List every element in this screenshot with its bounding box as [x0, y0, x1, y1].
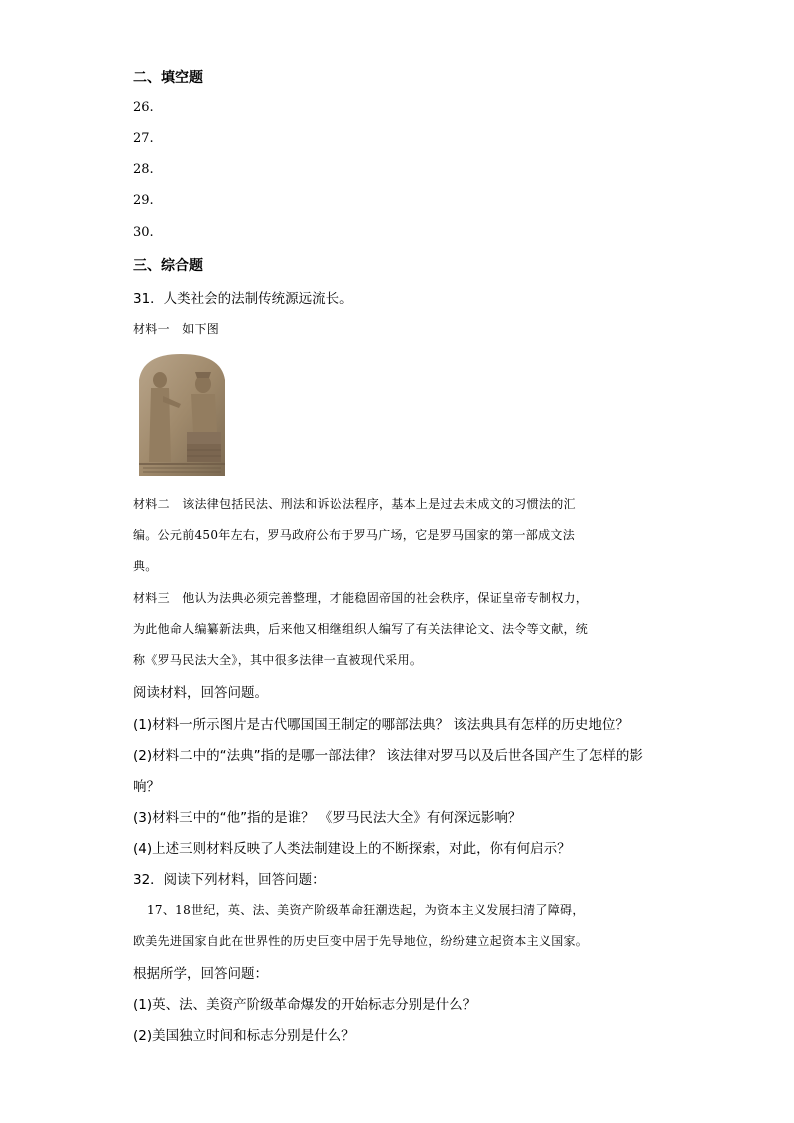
question-31-stem: 31．人类社会的法制传统源远流长。: [133, 291, 353, 307]
question-31-part-2: (2)材料二中的“法典”指的是哪一部法律？ 该法律对罗马以及后世各国产生了怎样的影: [133, 748, 643, 764]
question-32-material-line-1: 17、18世纪，英、法、美资产阶级革命狂潮迭起，为资本主义发展扫清了障碍，: [147, 903, 585, 917]
question-31-part-2-cont: 响？: [133, 779, 160, 795]
material-2-line-3: 典。: [133, 559, 158, 573]
question-32-instruction: 根据所学，回答问题：: [133, 966, 268, 982]
question-31-part-1: (1)材料一所示图片是古代哪国国王制定的哪部法典？ 该法典具有怎样的历史地位？: [133, 717, 629, 733]
question-32-part-1: (1)英、法、美资产阶级革命爆发的开始标志分别是什么？: [133, 997, 477, 1013]
question-31-part-3: (3)材料三中的“他”指的是谁？ 《罗马民法大全》有何深远影响？: [133, 810, 522, 826]
question-31-part-4: (4)上述三则材料反映了人类法制建设上的不断探索，对此，你有何启示？: [133, 841, 571, 857]
blank-27: 27.: [133, 131, 154, 146]
question-32-part-2: (2)美国独立时间和标志分别是什么？: [133, 1028, 355, 1044]
material-2-line-2: 编。公元前450年左右，罗马政府公布于罗马广场，它是罗马国家的第一部成文法: [133, 528, 576, 542]
material-3-line-2: 为此他命人编纂新法典，后来他又相继组织人编写了有关法律论文、法令等文献，统: [133, 622, 589, 636]
section-title-comprehensive: 三、综合题: [133, 258, 203, 274]
material-2-line-1: 材料二 该法律包括民法、刑法和诉讼法程序，基本上是过去未成文的习惯法的汇: [133, 497, 576, 511]
stele-relief-icon: [135, 352, 228, 476]
question-31-instruction: 阅读材料，回答问题。: [133, 685, 268, 701]
blank-29: 29.: [133, 193, 154, 208]
blank-28: 28.: [133, 162, 154, 177]
material-1-label: 材料一 如下图: [133, 322, 220, 336]
blank-26: 26.: [133, 100, 154, 115]
material-3-line-3: 称《罗马民法大全》，其中很多法律一直被现代采用。: [133, 653, 423, 667]
question-32-stem: 32．阅读下列材料，回答问题：: [133, 872, 326, 888]
material-3-line-1: 材料三 他认为法典必须完善整理，才能稳固帝国的社会秩序，保证皇帝专制权力，: [133, 591, 589, 605]
section-title-fill-in: 二、填空题: [133, 70, 203, 86]
blank-30: 30.: [133, 225, 154, 240]
question-32-material-line-2: 欧美先进国家自此在世界性的历史巨变中居于先导地位，纷纷建立起资本主义国家。: [133, 934, 589, 948]
